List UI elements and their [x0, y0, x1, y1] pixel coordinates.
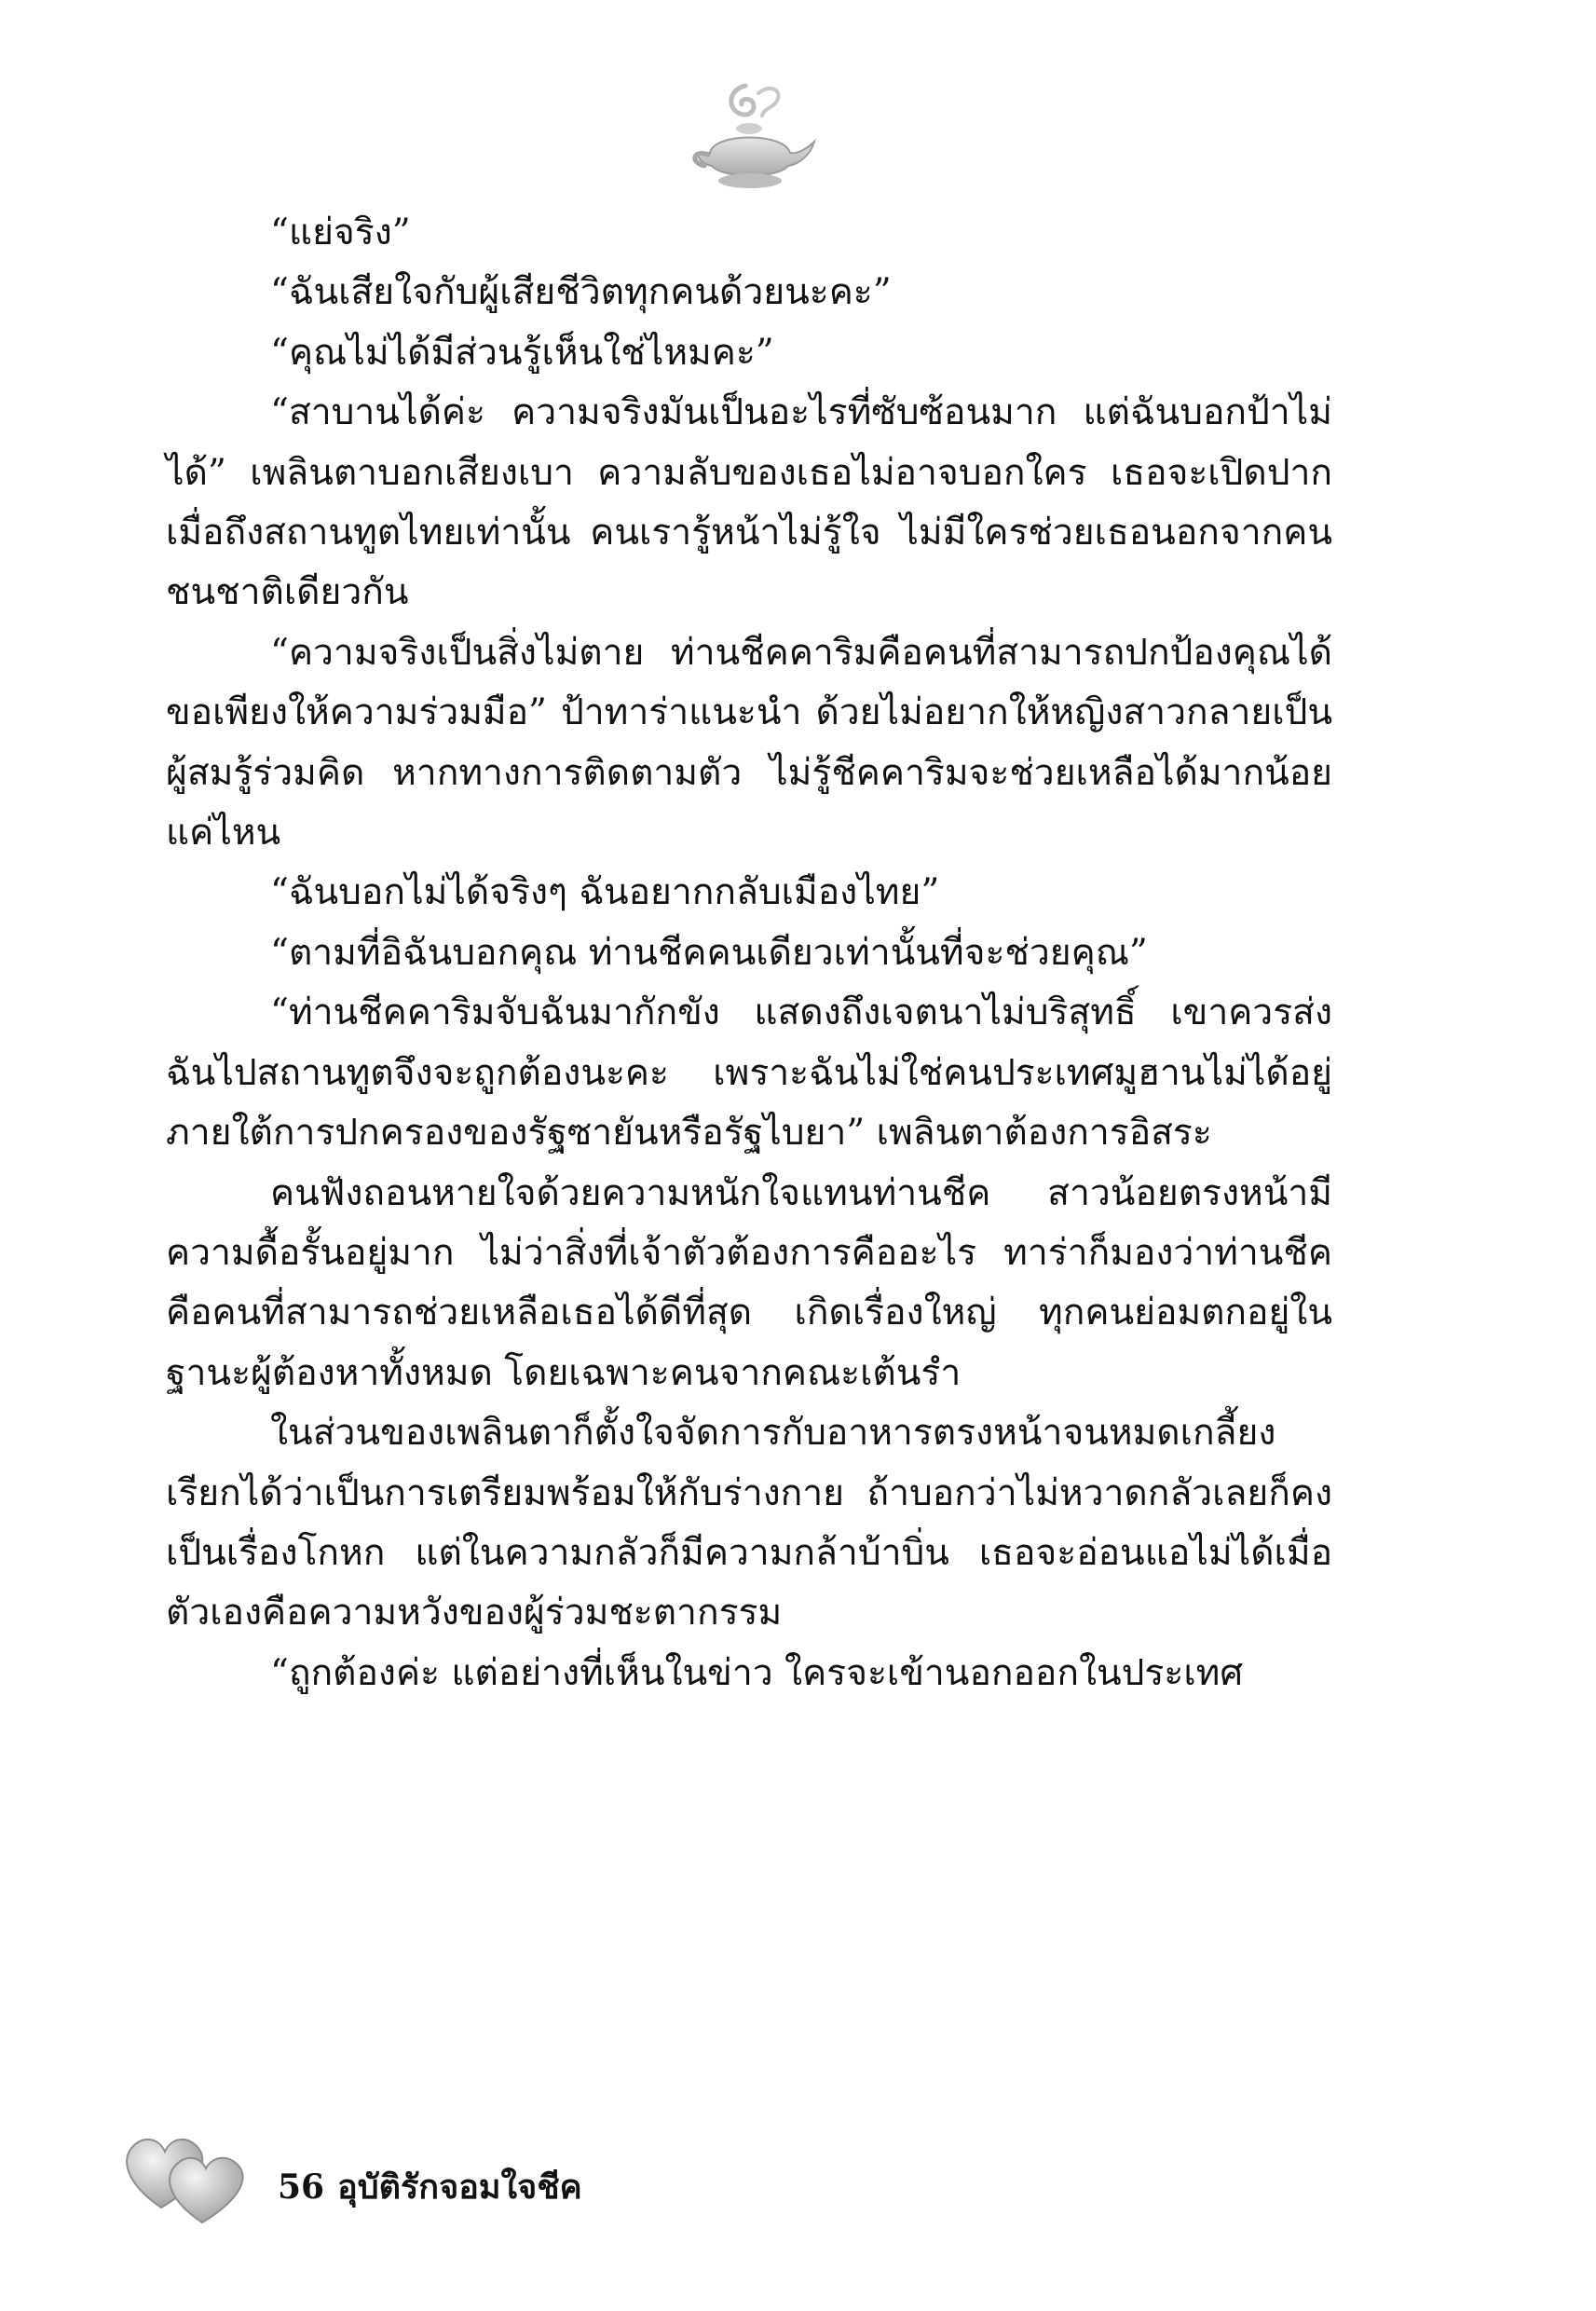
paragraph: ในส่วนของเพลินตาก็ตั้งใจจัดการกับอาหารตรงหน้าจนหมดเกลี้ยง เรียกได้ว่าเป็นการเตรียมพร้อมให้กับร่างกาย ถ้าบอกว่าไม่หวาดกลัวเลยก็คงเป็นเรื่องโกหก แต่ในความกลัวก็มีความกล้าบ้าบิ่น เธอจะอ่อนแอไม่ได้เมื่อตัวเองคือความหวังของผู้ร่วมชะตากรรม: [166, 1412, 1332, 1634]
paragraph: “ความจริงเป็นสิ่งไม่ตาย ท่านชีคคาริมคือคนที่สามารถปกป้องคุณได้ ขอเพียงให้ความร่วมมือ” ป้าทาร่าแนะนำ ด้วยไม่อยากให้หญิงสาวกลายเป็นผู้สมรู้ร่วมคิด หากทางการติดตามตัว ไม่รู้ชีคคาริมจะช่วยเหลือได้มากน้อยแค่ไหน: [166, 631, 1332, 855]
paragraph: “สาบานได้ค่ะ ความจริงมันเป็นอะไรที่ซับซ้อนมาก แต่ฉันบอกป้าไม่ได้” เพลินตาบอกเสียงเบา ความลับของเธอไม่อาจบอกใคร เธอจะเปิดปากเมื่อถึงสถานทูตไทยเท่านั้น คนเรารู้หน้าไม่รู้ใจ ไม่มีใครช่วยเธอนอกจากคนชนชาติเดียวกัน: [166, 391, 1332, 614]
paragraph: “ท่านชีคคาริมจับฉันมากักขัง แสดงถึงเจตนาไม่บริสุทธิ์ เขาควรส่งฉันไปสถานทูตจึงจะถูกต้องนะคะ เพราะฉันไม่ใช่คนประเทศมูฮานไม่ได้อยู่ภายใต้การปกครองของรัฐซายันหรือรัฐไบยา” เพลินตาต้องการอิสระ: [166, 991, 1332, 1155]
paragraph: “ฉันเสียใจกับผู้เสียชีวิตทุกคนด้วยนะคะ”: [270, 271, 892, 314]
paragraph: “ฉันบอกไม่ได้จริงๆ ฉันอยากกลับเมืองไทย”: [270, 871, 940, 914]
paragraph: คนฟังถอนหายใจด้วยความหนักใจแทนท่านชีค สาวน้อยตรงหน้ามีความดื้อรั้นอยู่มาก ไม่ว่าสิ่งที่เจ้าตัวต้องการคืออะไร ทาร่าก็มองว่าท่านชีคคือคนที่สามารถช่วยเหลือเธอได้ดีที่สุด เกิดเรื่องใหญ่ ทุกคนย่อมตกอยู่ในฐานะผู้ต้องหาทั้งหมด โดยเฉพาะคนจากคณะเต้นรำ: [166, 1171, 1332, 1394]
page-number: 56: [278, 2167, 325, 2207]
page-footer: [116, 2111, 769, 2260]
footer-label: [278, 2167, 582, 2208]
book-title: อุบัติรักจอมใจชีค: [337, 2167, 582, 2207]
paragraph: “คุณไม่ได้มีส่วนรู้เห็นใช่ไหมคะ”: [270, 331, 774, 374]
paragraph: “ถูกต้องค่ะ แต่อย่างที่เห็นในข่าว ใครจะเข้านอกออกในประเทศ: [270, 1651, 1244, 1694]
paragraph: “แย่จริง”: [270, 212, 411, 253]
paragraph: “ตามที่อิฉันบอกคุณ ท่านชีคคนเดียวเท่านั้นที่จะช่วยคุณ”: [270, 931, 1148, 974]
genie-lamp-icon: [680, 76, 820, 198]
body-text: [166, 203, 1332, 1703]
hearts-icon: [116, 2111, 266, 2232]
